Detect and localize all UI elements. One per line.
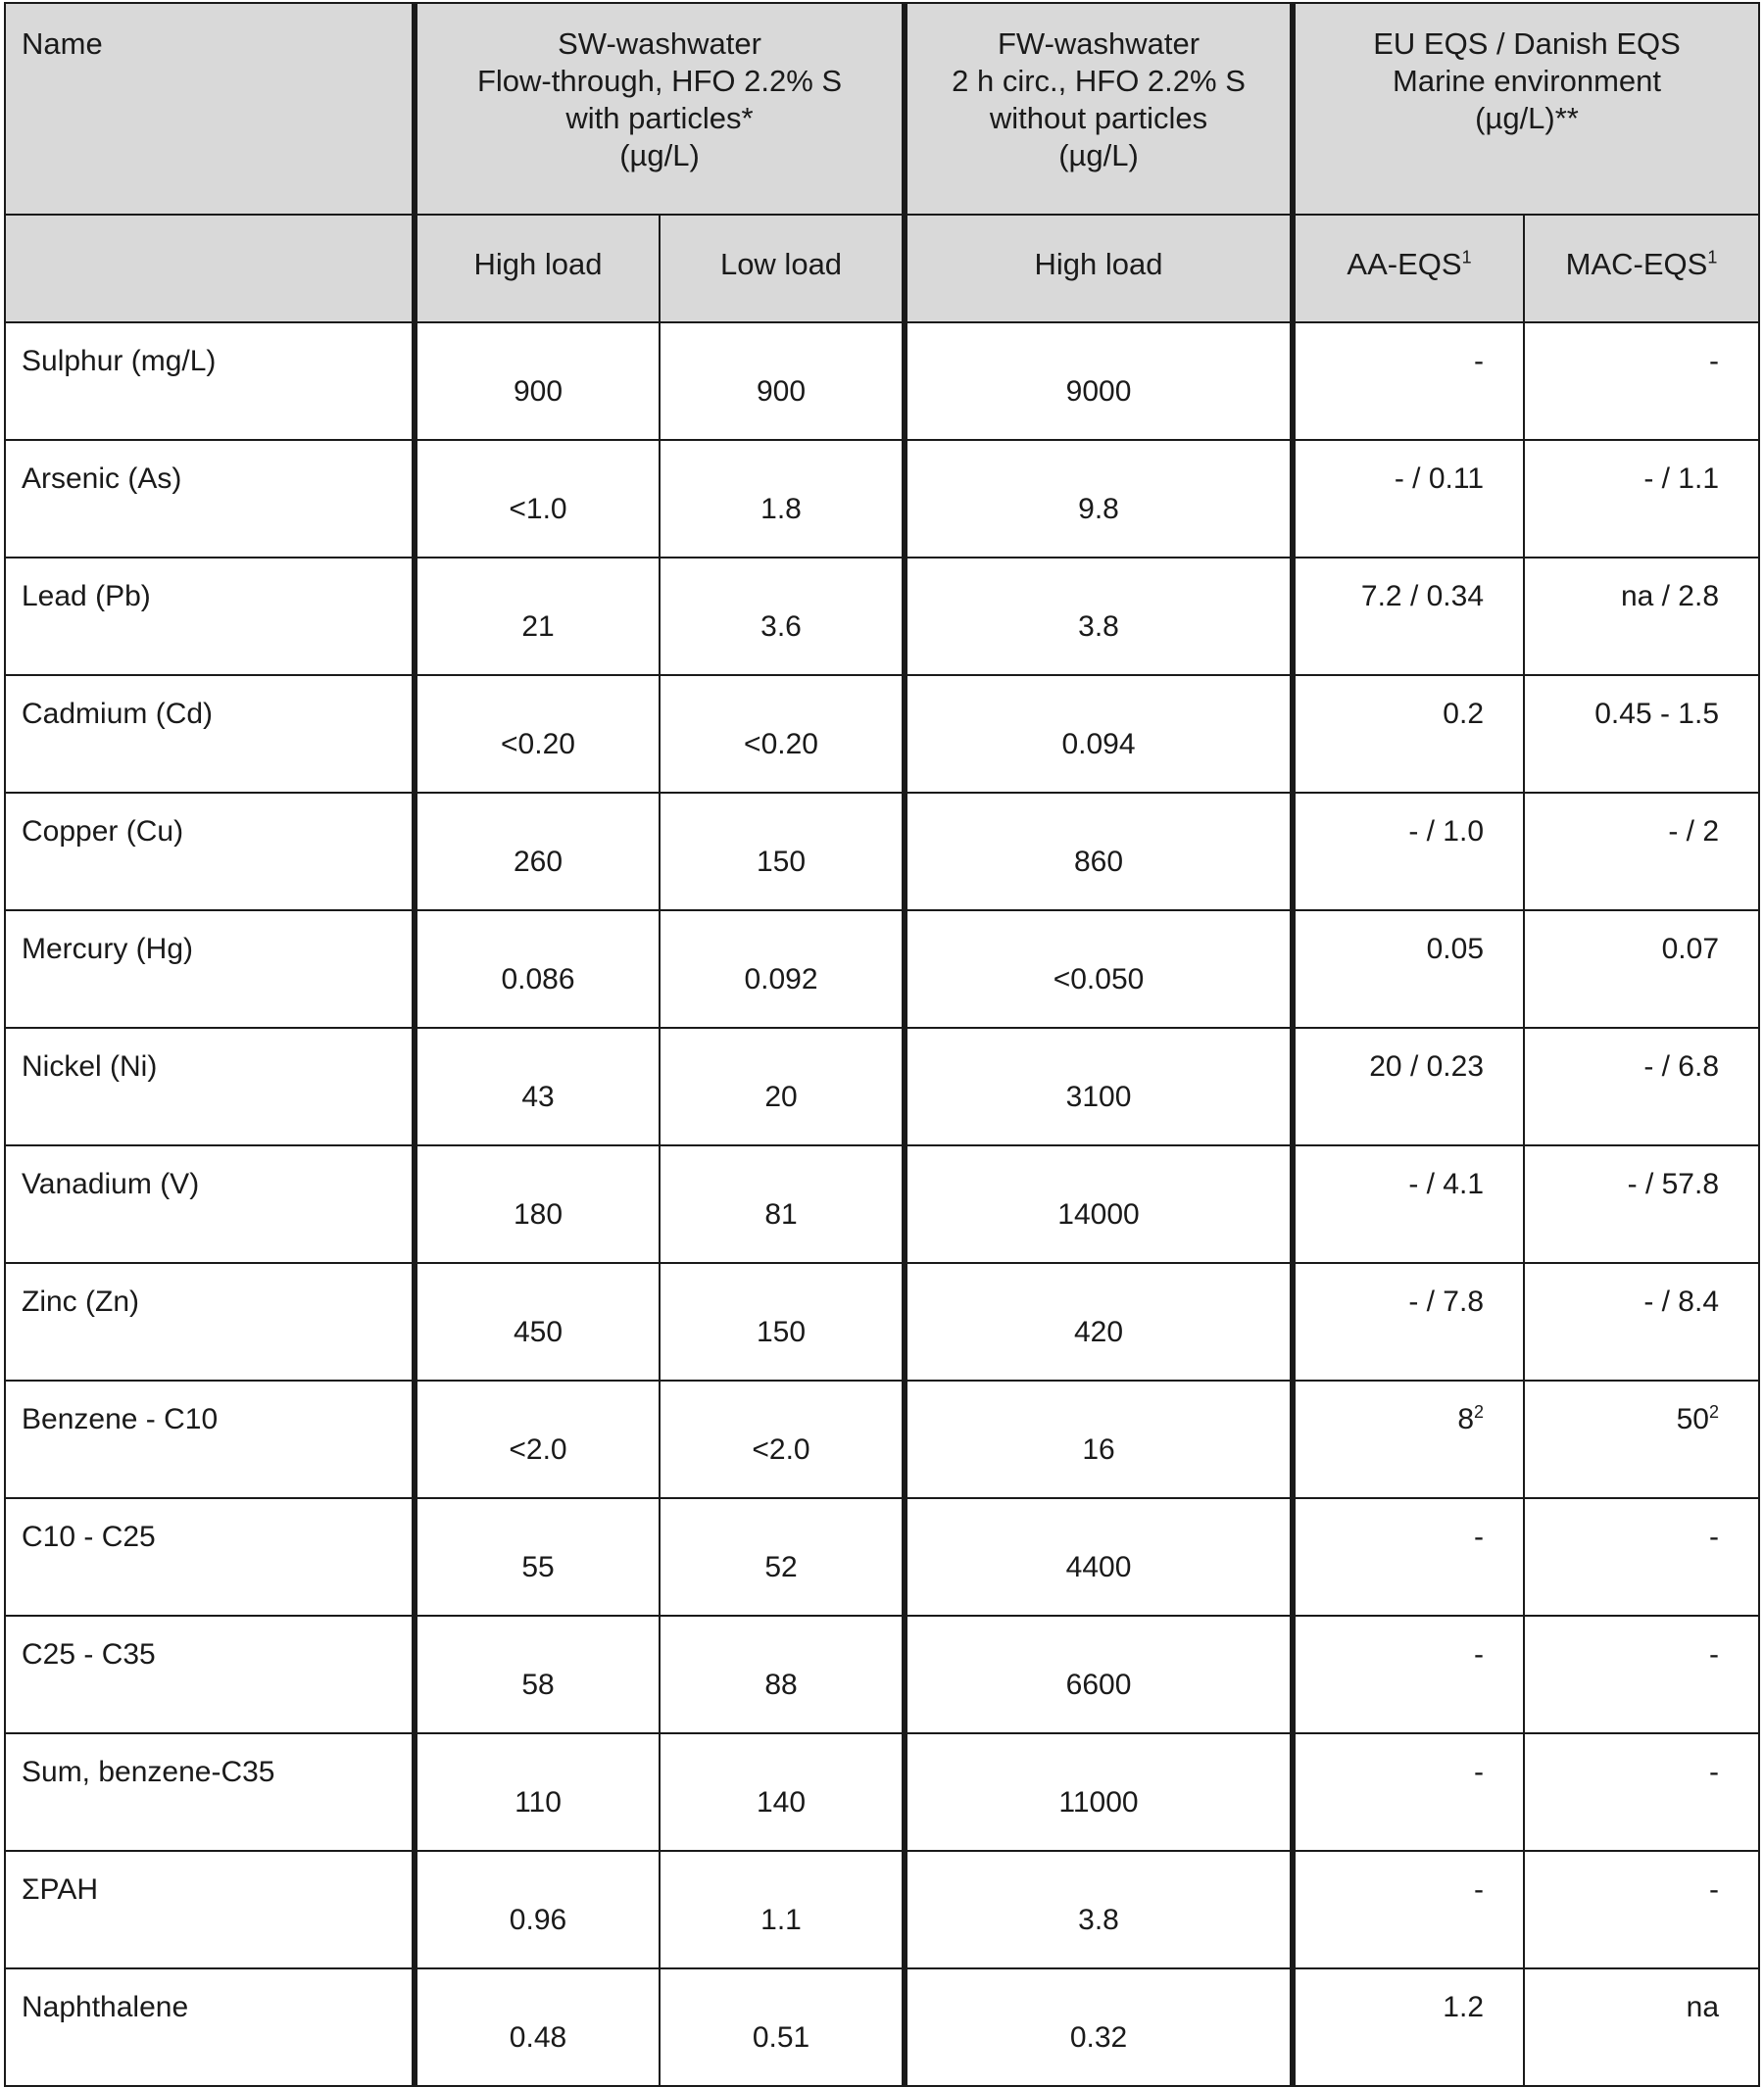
cell-fw-high-value: 420	[1073, 1316, 1124, 1348]
cell-aa-eqs-value: -	[1474, 1638, 1485, 1671]
subheader-mac-label: MAC-EQS	[1565, 247, 1708, 281]
cell-sw-high-value: <1.0	[509, 493, 567, 525]
cell-name-value: Nickel (Ni)	[22, 1050, 158, 1083]
table-row	[5, 1145, 1759, 1263]
washwater-eqs-table	[4, 2, 1760, 2087]
cell-sw-high-value: 110	[514, 1786, 562, 1819]
cell-sw-low	[660, 793, 905, 910]
table-row	[5, 1498, 1759, 1616]
cell-fw-high-value: 3100	[1065, 1081, 1132, 1113]
cell-mac-eqs-value: - / 1.1	[1643, 462, 1720, 495]
cell-sw-high	[415, 1616, 660, 1733]
cell-fw-high-value: 6600	[1065, 1669, 1132, 1701]
cell-name-value: ΣPAH	[22, 1873, 99, 1906]
cell-sw-low	[660, 1968, 905, 2086]
cell-name	[5, 440, 415, 558]
cell-sw-low	[660, 1381, 905, 1498]
header-name: Name	[5, 3, 415, 215]
cell-fw-high-value: 11000	[1058, 1786, 1139, 1819]
cell-aa-eqs	[1293, 675, 1524, 793]
cell-aa-eqs	[1293, 1381, 1524, 1498]
cell-mac-eqs	[1524, 910, 1759, 1028]
cell-mac-eqs-value: -	[1709, 345, 1720, 377]
cell-mac-eqs	[1524, 793, 1759, 910]
cell-sw-low-value: <0.20	[744, 728, 818, 760]
cell-mac-eqs	[1524, 1968, 1759, 2086]
header-sw-line: (µg/L)	[619, 138, 700, 172]
cell-sw-high-value: 260	[513, 846, 564, 878]
subheader-fw-high: High load	[905, 215, 1293, 322]
cell-sw-high-value: <2.0	[509, 1433, 567, 1466]
cell-sw-high-value: 21	[521, 610, 555, 643]
cell-sw-high-value: 180	[513, 1198, 564, 1231]
cell-sw-high	[415, 1498, 660, 1616]
cell-aa-eqs	[1293, 1498, 1524, 1616]
table-row	[5, 1851, 1759, 1968]
cell-fw-high-value: 3.8	[1078, 1904, 1119, 1936]
subheader-aa-eqs	[1293, 215, 1524, 322]
cell-aa-eqs	[1293, 440, 1524, 558]
cell-name	[5, 675, 415, 793]
cell-sw-high-value: 450	[513, 1316, 564, 1348]
table-row	[5, 322, 1759, 440]
cell-aa-eqs-value: - / 7.8	[1408, 1286, 1485, 1318]
header-fw-line: without particles	[989, 101, 1208, 135]
cell-sw-high-value: 43	[521, 1081, 555, 1113]
subheader-empty	[5, 215, 415, 322]
cell-name	[5, 1145, 415, 1263]
cell-mac-eqs-value: -	[1709, 1521, 1720, 1553]
header-eqs-line: (µg/L)**	[1475, 101, 1579, 135]
subheader-aa-footnote: 1	[1461, 247, 1472, 267]
header-fw-line: 2 h circ., HFO 2.2% S	[952, 64, 1246, 98]
cell-sw-low-value: 88	[764, 1669, 798, 1701]
cell-name-value: Zinc (Zn)	[22, 1286, 139, 1318]
cell-fw-high	[905, 322, 1293, 440]
cell-name-value: Cadmium (Cd)	[22, 698, 214, 730]
cell-sw-low	[660, 558, 905, 675]
cell-aa-eqs-value: 7.2 / 0.34	[1360, 580, 1485, 612]
header-fw-line: FW-washwater	[997, 26, 1200, 61]
cell-mac-eqs	[1524, 1263, 1759, 1381]
cell-mac-eqs-value: na	[1686, 1991, 1720, 2023]
cell-mac-eqs-value: - / 2	[1668, 815, 1720, 848]
subheader-sw-low: Low load	[660, 215, 905, 322]
header-sw-line: SW-washwater	[558, 26, 761, 61]
cell-aa-eqs	[1293, 1733, 1524, 1851]
cell-fw-high	[905, 910, 1293, 1028]
cell-sw-low	[660, 1851, 905, 1968]
cell-mac-eqs	[1524, 440, 1759, 558]
cell-aa-eqs-value: -	[1474, 1521, 1485, 1553]
cell-sw-low-value: 1.1	[760, 1904, 802, 1936]
cell-sw-low-value: 52	[764, 1551, 798, 1583]
cell-fw-high	[905, 558, 1293, 675]
cell-mac-eqs	[1524, 1498, 1759, 1616]
cell-name	[5, 910, 415, 1028]
cell-name-value: Lead (Pb)	[22, 580, 151, 612]
header-eqs-line: Marine environment	[1393, 64, 1661, 98]
cell-name-value: Mercury (Hg)	[22, 933, 194, 965]
cell-sw-low-value: 20	[764, 1081, 798, 1113]
cell-mac-eqs-value: 50	[1676, 1403, 1709, 1435]
cell-sw-high	[415, 1733, 660, 1851]
cell-sw-high-value: 900	[513, 375, 564, 408]
cell-sw-high-value: 0.48	[509, 2021, 567, 2054]
cell-aa-eqs-value: 8	[1457, 1403, 1474, 1435]
cell-mac-eqs	[1524, 558, 1759, 675]
cell-mac-eqs-value: -	[1709, 1873, 1720, 1906]
cell-sw-low-value: 0.092	[744, 963, 818, 995]
cell-sw-low-value: 0.51	[752, 2021, 810, 2054]
cell-mac-eqs-value: na / 2.8	[1620, 580, 1720, 612]
cell-mac-eqs	[1524, 1616, 1759, 1733]
cell-sw-low	[660, 322, 905, 440]
cell-aa-eqs	[1293, 558, 1524, 675]
cell-mac-eqs	[1524, 675, 1759, 793]
cell-sw-high	[415, 1028, 660, 1145]
cell-mac-eqs-value: 0.45 - 1.5	[1594, 698, 1720, 730]
cell-name	[5, 793, 415, 910]
header-fw-line: (µg/L)	[1058, 138, 1139, 172]
cell-fw-high	[905, 1145, 1293, 1263]
table-row	[5, 793, 1759, 910]
header-fw-washwater	[905, 3, 1293, 215]
cell-fw-high-value: <0.050	[1053, 963, 1145, 995]
cell-sw-high	[415, 675, 660, 793]
cell-aa-eqs-value: -	[1474, 345, 1485, 377]
cell-fw-high	[905, 675, 1293, 793]
cell-sw-high	[415, 1851, 660, 1968]
cell-fw-high-value: 9.8	[1078, 493, 1119, 525]
cell-fw-high	[905, 793, 1293, 910]
cell-fw-high-value: 14000	[1057, 1198, 1140, 1231]
cell-fw-high-value: 860	[1073, 846, 1124, 878]
cell-name-value: C10 - C25	[22, 1521, 156, 1553]
cell-sw-low	[660, 1145, 905, 1263]
cell-aa-eqs-value: 0.05	[1426, 933, 1485, 965]
subheader-sw-high: High load	[415, 215, 660, 322]
cell-sw-low-value: 81	[764, 1198, 798, 1231]
cell-fw-high	[905, 440, 1293, 558]
cell-aa-eqs-value: - / 0.11	[1394, 462, 1485, 495]
table-row	[5, 1616, 1759, 1733]
cell-fw-high-value: 0.094	[1061, 728, 1136, 760]
table-row	[5, 910, 1759, 1028]
header-eqs	[1293, 3, 1759, 215]
cell-sw-high-value: 55	[521, 1551, 555, 1583]
table-row	[5, 1028, 1759, 1145]
cell-mac-eqs-value: -	[1709, 1638, 1720, 1671]
header-sw-line: with particles*	[565, 101, 754, 135]
cell-fw-high	[905, 1968, 1293, 2086]
table-row	[5, 1381, 1759, 1498]
cell-sw-high	[415, 322, 660, 440]
cell-aa-eqs	[1293, 1616, 1524, 1733]
cell-sw-low-value: 150	[756, 846, 807, 878]
table-row	[5, 440, 1759, 558]
table-row	[5, 1968, 1759, 2086]
cell-mac-eqs-value: - / 6.8	[1643, 1050, 1720, 1083]
cell-aa-eqs-value: - / 4.1	[1408, 1168, 1485, 1200]
cell-sw-low-value: 900	[756, 375, 807, 408]
cell-name	[5, 1498, 415, 1616]
table-container	[4, 2, 1758, 2054]
cell-sw-high-value: 0.96	[509, 1904, 567, 1936]
cell-sw-low	[660, 1498, 905, 1616]
subheader-mac-footnote: 1	[1707, 247, 1718, 267]
cell-name	[5, 558, 415, 675]
cell-sw-low-value: 140	[756, 1786, 807, 1819]
cell-mac-eqs	[1524, 1381, 1759, 1498]
cell-name-value: C25 - C35	[22, 1638, 156, 1671]
cell-fw-high	[905, 1263, 1293, 1381]
cell-mac-eqs	[1524, 1028, 1759, 1145]
subheader-mac-eqs	[1524, 215, 1759, 322]
cell-name	[5, 1263, 415, 1381]
header-row	[5, 3, 1759, 215]
cell-aa-eqs-value: -	[1474, 1873, 1485, 1906]
cell-aa-eqs-value: 1.2	[1443, 1991, 1485, 2023]
cell-sw-low-value: 3.6	[760, 610, 802, 643]
cell-fw-high-value: 4400	[1065, 1551, 1132, 1583]
cell-sw-high-value: 0.086	[501, 963, 575, 995]
cell-mac-eqs	[1524, 1733, 1759, 1851]
cell-sw-low	[660, 1616, 905, 1733]
cell-aa-eqs	[1293, 1968, 1524, 2086]
cell-fw-high	[905, 1498, 1293, 1616]
cell-mac-eqs-value: - / 57.8	[1627, 1168, 1720, 1200]
cell-fw-high	[905, 1028, 1293, 1145]
cell-name-value: Naphthalene	[22, 1991, 189, 2023]
cell-name-value: Benzene - C10	[22, 1403, 219, 1435]
cell-fw-high	[905, 1381, 1293, 1498]
cell-aa-eqs-footnote: 2	[1474, 1402, 1485, 1422]
cell-aa-eqs	[1293, 793, 1524, 910]
cell-fw-high-value: 16	[1082, 1433, 1115, 1466]
cell-name	[5, 1028, 415, 1145]
cell-aa-eqs	[1293, 1263, 1524, 1381]
cell-sw-high	[415, 1968, 660, 2086]
cell-sw-low	[660, 440, 905, 558]
cell-sw-high	[415, 1145, 660, 1263]
cell-fw-high-value: 9000	[1065, 375, 1132, 408]
cell-mac-eqs-value: -	[1709, 1756, 1720, 1788]
cell-name-value: Sum, benzene-C35	[22, 1756, 275, 1788]
table-row	[5, 1263, 1759, 1381]
cell-sw-high	[415, 793, 660, 910]
cell-mac-eqs	[1524, 1851, 1759, 1968]
cell-name	[5, 1616, 415, 1733]
cell-aa-eqs	[1293, 1145, 1524, 1263]
cell-aa-eqs-value: 0.2	[1443, 698, 1485, 730]
cell-aa-eqs	[1293, 1028, 1524, 1145]
cell-sw-high	[415, 1263, 660, 1381]
cell-aa-eqs	[1293, 1851, 1524, 1968]
cell-fw-high	[905, 1733, 1293, 1851]
table-body	[5, 322, 1759, 2086]
cell-name	[5, 1733, 415, 1851]
cell-name-value: Sulphur (mg/L)	[22, 345, 217, 377]
cell-sw-low-value: 150	[756, 1316, 807, 1348]
table-row	[5, 1733, 1759, 1851]
subheader-row	[5, 215, 1759, 322]
cell-sw-low	[660, 1263, 905, 1381]
cell-fw-high	[905, 1616, 1293, 1733]
cell-aa-eqs	[1293, 322, 1524, 440]
cell-mac-eqs	[1524, 322, 1759, 440]
cell-mac-eqs-footnote: 2	[1709, 1402, 1720, 1422]
cell-name-value: Vanadium (V)	[22, 1168, 200, 1200]
cell-fw-high	[905, 1851, 1293, 1968]
cell-sw-low-value: <2.0	[752, 1433, 810, 1466]
cell-sw-high	[415, 558, 660, 675]
cell-aa-eqs	[1293, 910, 1524, 1028]
cell-name-value: Arsenic (As)	[22, 462, 182, 495]
cell-fw-high-value: 0.32	[1069, 2021, 1128, 2054]
cell-aa-eqs-value: -	[1474, 1756, 1485, 1788]
header-sw-washwater	[415, 3, 905, 215]
header-eqs-line: EU EQS / Danish EQS	[1373, 26, 1681, 61]
cell-sw-low	[660, 1733, 905, 1851]
header-sw-line: Flow-through, HFO 2.2% S	[476, 64, 843, 98]
cell-name	[5, 322, 415, 440]
cell-mac-eqs	[1524, 1145, 1759, 1263]
table-row	[5, 675, 1759, 793]
cell-name	[5, 1968, 415, 2086]
cell-sw-low	[660, 910, 905, 1028]
cell-sw-high	[415, 910, 660, 1028]
cell-sw-high-value: 58	[521, 1669, 555, 1701]
cell-name	[5, 1381, 415, 1498]
cell-sw-low-value: 1.8	[760, 493, 802, 525]
cell-aa-eqs-value: - / 1.0	[1408, 815, 1485, 848]
subheader-aa-label: AA-EQS	[1347, 247, 1462, 281]
cell-mac-eqs-value: 0.07	[1661, 933, 1720, 965]
cell-sw-high-value: <0.20	[501, 728, 575, 760]
cell-aa-eqs-value: 20 / 0.23	[1369, 1050, 1485, 1083]
cell-name	[5, 1851, 415, 1968]
cell-name-value: Copper (Cu)	[22, 815, 184, 848]
cell-sw-low	[660, 675, 905, 793]
cell-sw-low	[660, 1028, 905, 1145]
table-row	[5, 558, 1759, 675]
cell-sw-high	[415, 440, 660, 558]
cell-mac-eqs-value: - / 8.4	[1643, 1286, 1720, 1318]
cell-fw-high-value: 3.8	[1078, 610, 1119, 643]
cell-sw-high	[415, 1381, 660, 1498]
